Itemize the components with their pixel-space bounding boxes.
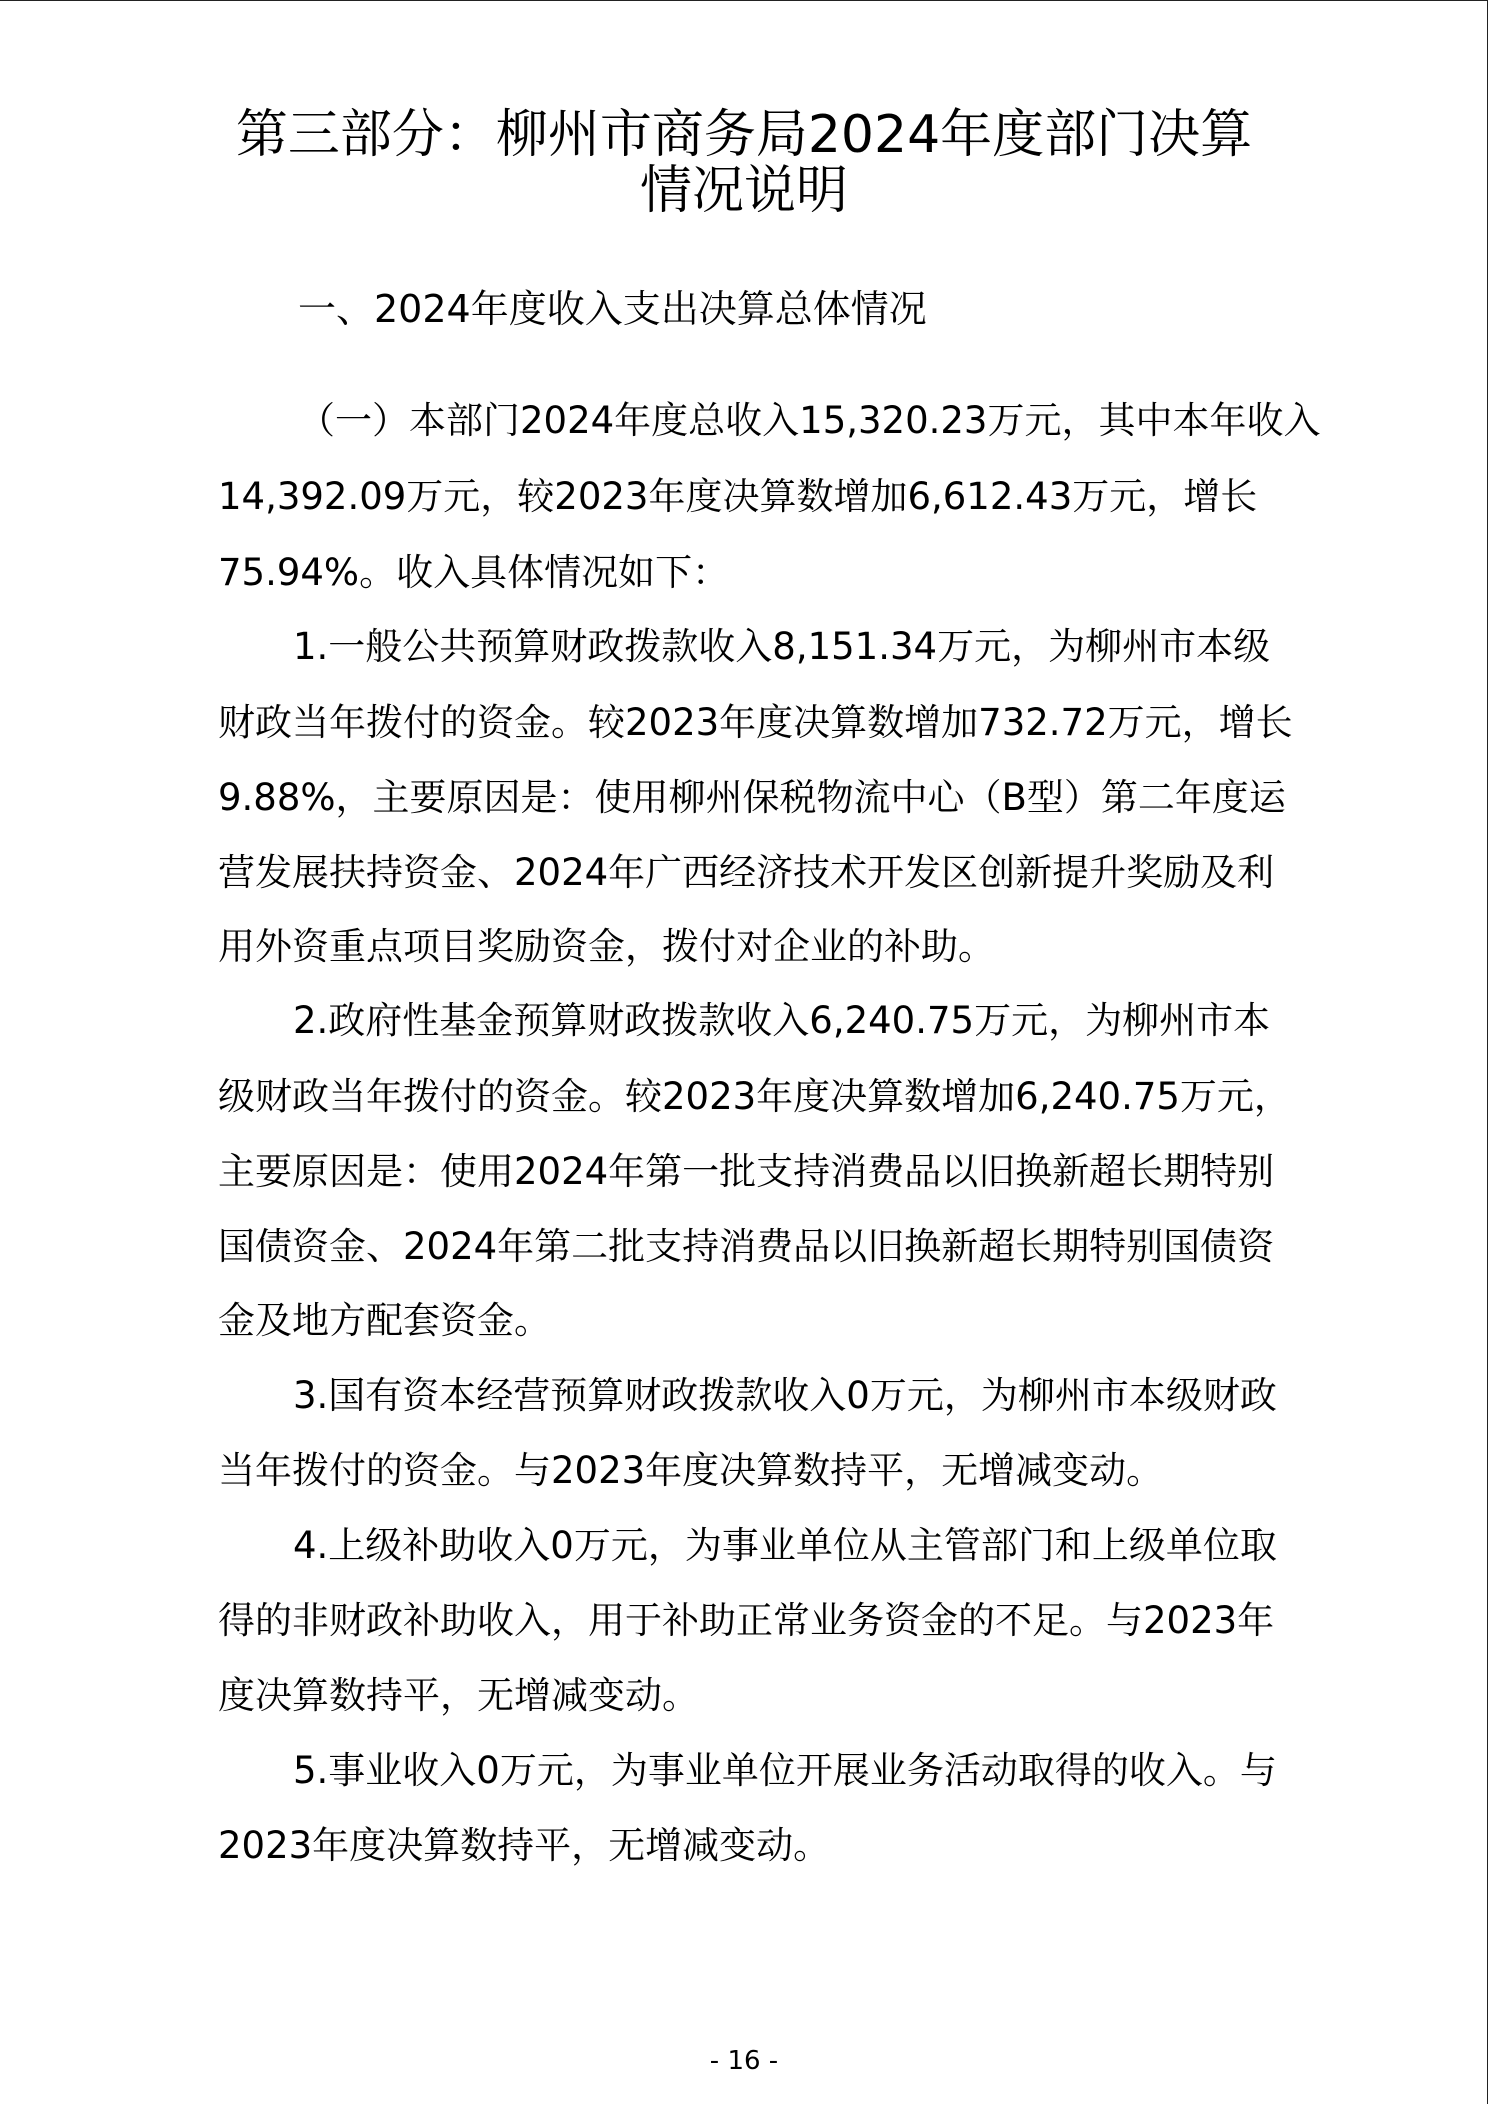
paragraph-line: 4.上级补助收入0万元，为事业单位从主管部门和上级单位取	[293, 1524, 1277, 1567]
paragraph-line: 金及地方配套资金。	[218, 1299, 551, 1342]
paragraph-line: 财政当年拨付的资金。较2023年度决算数增加732.72万元，增长	[218, 701, 1293, 744]
paragraph-line: 营发展扶持资金、2024年广西经济技术开发区创新提升奖励及利	[218, 851, 1275, 894]
page-title: 第三部分：柳州市商务局2024年度部门决算	[235, 105, 1253, 165]
paragraph-line: 5.事业收入0万元，为事业单位开展业务活动取得的收入。与	[293, 1749, 1277, 1792]
paragraph-line: 2.政府性基金预算财政拨款收入6,240.75万元，为柳州市本	[293, 999, 1271, 1042]
paragraph-line: 3.国有资本经营预算财政拨款收入0万元，为柳州市本级财政	[293, 1374, 1277, 1417]
paragraph-line: 75.94%。收入具体情况如下：	[218, 551, 730, 594]
paragraph-line: （一）本部门2024年度总收入15,320.23万元，其中本年收入	[298, 399, 1321, 442]
paragraph-line: 14,392.09万元，较2023年度决算数增加6,612.43万元，增长	[218, 475, 1258, 518]
paragraph-line: 得的非财政补助收入，用于补助正常业务资金的不足。与2023年	[218, 1599, 1275, 1642]
paragraph-line: 级财政当年拨付的资金。较2023年度决算数增加6,240.75万元，	[218, 1075, 1291, 1118]
paragraph-line: 9.88%，主要原因是：使用柳州保税物流中心（B型）第二年度运	[218, 776, 1286, 819]
paragraph-line: 度决算数持平，无增减变动。	[218, 1674, 699, 1717]
paragraph-line: 主要原因是：使用2024年第一批支持消费品以旧换新超长期特别	[218, 1150, 1275, 1193]
paragraph-line: 当年拨付的资金。与2023年度决算数持平，无增减变动。	[218, 1449, 1164, 1492]
page-number: - 16 -	[709, 2046, 779, 2076]
page-title-continued: 情况说明	[639, 161, 848, 221]
paragraph-line: 国债资金、2024年第二批支持消费品以旧换新超长期特别国债资	[218, 1225, 1275, 1268]
paragraph-line: 1.一般公共预算财政拨款收入8,151.34万元，为柳州市本级	[293, 625, 1271, 668]
paragraph-line: 用外资重点项目奖励资金，拨付对企业的补助。	[218, 925, 995, 968]
section-heading: 一、2024年度收入支出决算总体情况	[298, 287, 927, 331]
paragraph-line: 2023年度决算数持平，无增减变动。	[218, 1824, 831, 1867]
